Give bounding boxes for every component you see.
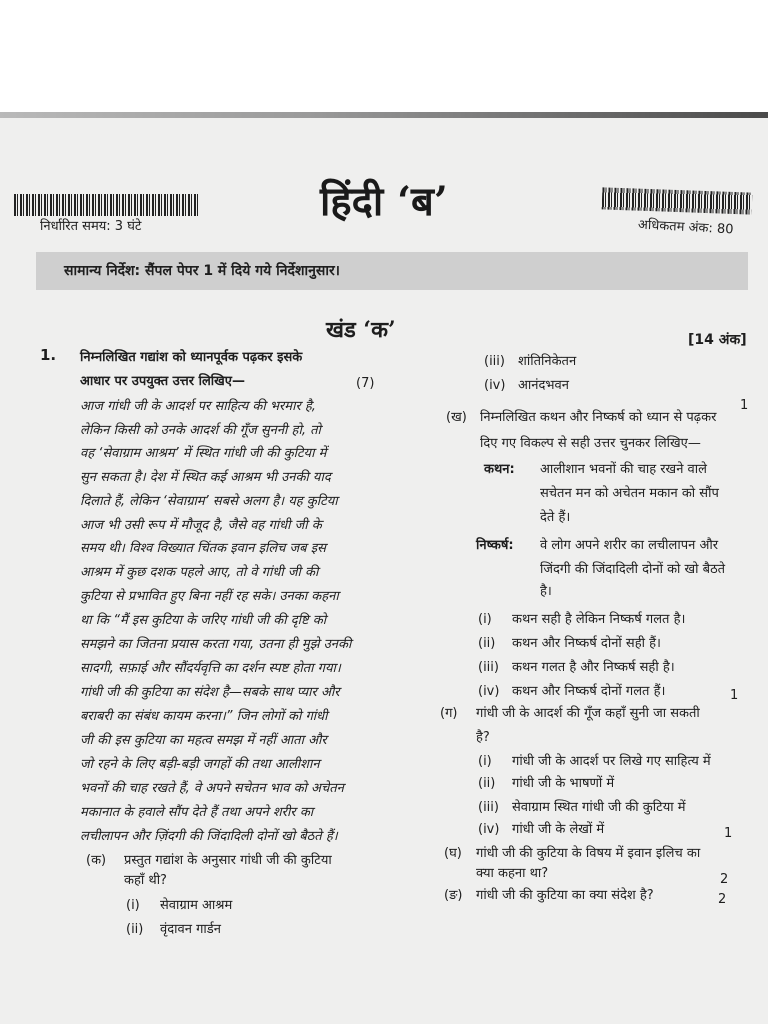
- subquestion-text: निम्नलिखित कथन और निष्कर्ष को ध्यान से पढ़कर: [480, 410, 717, 425]
- passage-line: समय थी। विश्व विख्यात चिंतक इवान इलिच जब इस: [80, 541, 326, 556]
- subquestion-marks: 1: [730, 688, 739, 703]
- question-marks: (7): [356, 376, 375, 391]
- option-number: (i): [478, 612, 492, 627]
- passage-line: समझने का जितना प्रयास करता गया, उतना ही मुझे उनकी: [80, 637, 352, 652]
- statement-text: सचेतन मन को अचेतन मकान को सौंप: [540, 486, 719, 501]
- option-number: (iii): [484, 354, 505, 369]
- passage-line: कुटिया से प्रभावित हुए बिना नहीं रह सके। उनका कहना: [80, 589, 339, 604]
- option-number: (ii): [478, 636, 496, 651]
- question-number: 1.: [40, 346, 57, 364]
- subquestion-text: प्रस्तुत गद्यांश के अनुसार गांधी जी की कुटिया: [124, 853, 332, 868]
- conclusion-text: जिंदगी की जिंदादिली दोनों को खो बैठते: [540, 562, 726, 577]
- passage-line: बराबरी का संबंध कायम करना।” जिन लोगों को गांधी: [80, 709, 328, 724]
- max-marks: अधिकतम अंक: 80: [637, 217, 734, 238]
- subquestion-text: गांधी जी के आदर्श की गूँज कहाँ सुनी जा सकती: [476, 706, 700, 721]
- passage-line: सादगी, सफ़ाई और सौंदर्यवृत्ति का दर्शन स्पष्ट होता गया।: [80, 661, 341, 676]
- option-number: (ii): [126, 922, 144, 937]
- passage-line: लेकिन किसी को उनके आदर्श की गूँज सुननी हो, तो: [80, 423, 321, 438]
- subquestion-text: क्या कहना था?: [476, 866, 549, 881]
- general-instructions: सामान्य निर्देश: सैंपल पेपर 1 में दिये गये निर्देशानुसार।: [36, 252, 748, 290]
- option-number: (iv): [478, 684, 500, 699]
- subquestion-marks: 2: [720, 872, 729, 887]
- conclusion-label: निष्कर्ष:: [476, 538, 514, 553]
- subquestion-text: है?: [476, 730, 490, 745]
- section-title: खंड ‘क’: [326, 317, 396, 343]
- option-number: (iii): [478, 800, 499, 815]
- option-text: कथन और निष्कर्ष दोनों गलत हैं।: [512, 684, 666, 699]
- passage-line: गांधी जी की कुटिया का संदेश है—सबके साथ प्यार और: [80, 685, 340, 700]
- option-text: सेवाग्राम स्थित गांधी जी की कुटिया में: [512, 800, 686, 815]
- passage-line: मकानात के हवाले सौंप देते हैं तथा अपने शरीर का: [80, 805, 314, 820]
- option-number: (i): [126, 898, 140, 913]
- subquestion-text: गांधी जी की कुटिया के विषय में इवान इलिच का: [476, 846, 701, 861]
- option-text: शांतिनिकेतन: [518, 354, 577, 369]
- subquestion-label: (ख): [446, 410, 467, 425]
- option-number: (iii): [478, 660, 499, 675]
- passage-line: आज भी उसी रूप में मौजूद है, जैसे वह गांधी जी के: [80, 518, 322, 533]
- page-title: हिंदी ‘ब’: [320, 178, 448, 225]
- subquestion-text: गांधी जी की कुटिया का क्या संदेश है?: [476, 888, 654, 903]
- option-text: वृंदावन गार्डन: [160, 922, 221, 937]
- option-number: (ii): [478, 776, 496, 791]
- passage-line: दिलाते हैं, लेकिन ‘सेवाग्राम’ सबसे अलग है। यह कुटिया: [80, 494, 338, 509]
- subquestion-label: (घ): [444, 846, 462, 861]
- statement-label: कथन:: [484, 462, 515, 477]
- passage-line: जी की इस कुटिया का महत्व समझ में नहीं आता और: [80, 733, 327, 748]
- passage-line: सुन सकता है। देश में स्थित कई आश्रम भी उनकी याद: [80, 470, 331, 485]
- passage-line: आश्रम में कुछ दशक पहले आए, तो वे गांधी जी की: [80, 565, 319, 580]
- option-text: गांधी जी के लेखों में: [512, 822, 605, 837]
- subquestion-marks: 1: [724, 826, 733, 841]
- passage-line: था कि “मैं इस कुटिया के जरिए गांधी जी की दृष्टि को: [80, 613, 327, 628]
- statement-text: देते हैं।: [540, 510, 571, 525]
- option-number: (i): [478, 754, 492, 769]
- section-marks: [14 अंक]: [688, 332, 747, 348]
- subquestion-marks: 1: [740, 398, 749, 413]
- option-text: कथन सही है लेकिन निष्कर्ष गलत है।: [512, 612, 686, 627]
- subquestion-text: कहाँ थी?: [124, 873, 167, 888]
- statement-text: आलीशान भवनों की चाह रखने वाले: [540, 462, 707, 477]
- passage-line: आज गांधी जी के आदर्श पर साहित्य की भरमार है,: [80, 399, 316, 414]
- time-allowed: निर्धारित समय: 3 घंटे: [40, 219, 142, 234]
- passage-line: लचीलापन और ज़िंदगी की जिंदादिली दोनों खो बैठते हैं।: [80, 829, 338, 844]
- question-prompt-line: निम्नलिखित गद्यांश को ध्यानपूर्वक पढ़कर इसके: [80, 350, 303, 365]
- option-number: (iv): [484, 378, 506, 393]
- option-number: (iv): [478, 822, 500, 837]
- option-text: कथन गलत है और निष्कर्ष सही है।: [512, 660, 675, 675]
- option-text: आनंदभवन: [518, 378, 569, 393]
- subquestion-text: दिए गए विकल्प से सही उत्तर चुनकर लिखिए—: [480, 436, 701, 451]
- conclusion-text: वे लोग अपने शरीर का लचीलापन और: [540, 538, 719, 553]
- conclusion-text: है।: [540, 584, 552, 599]
- subquestion-label: (ग): [440, 706, 458, 721]
- question-prompt-line: आधार पर उपयुक्त उत्तर लिखिए—: [80, 374, 245, 389]
- subquestion-marks: 2: [718, 892, 727, 907]
- option-text: कथन और निष्कर्ष दोनों सही हैं।: [512, 636, 661, 651]
- option-text: गांधी जी के आदर्श पर लिखे गए साहित्य में: [512, 754, 711, 769]
- option-text: गांधी जी के भाषणों में: [512, 776, 615, 791]
- barcode-left-icon: [14, 194, 200, 216]
- passage-line: जो रहने के लिए बड़ी-बड़ी जगहों की तथा आलीशान: [80, 757, 320, 772]
- subquestion-label: (क): [86, 853, 107, 868]
- passage-line: वह ‘सेवाग्राम आश्रम’ में स्थित गांधी जी की कुटिया में: [80, 446, 327, 461]
- option-text: सेवाग्राम आश्रम: [160, 898, 233, 913]
- passage-line: भवनों की चाह रखते हैं, वे अपने सचेतन भाव को अचेतन: [80, 781, 344, 796]
- subquestion-label: (ङ): [444, 888, 463, 903]
